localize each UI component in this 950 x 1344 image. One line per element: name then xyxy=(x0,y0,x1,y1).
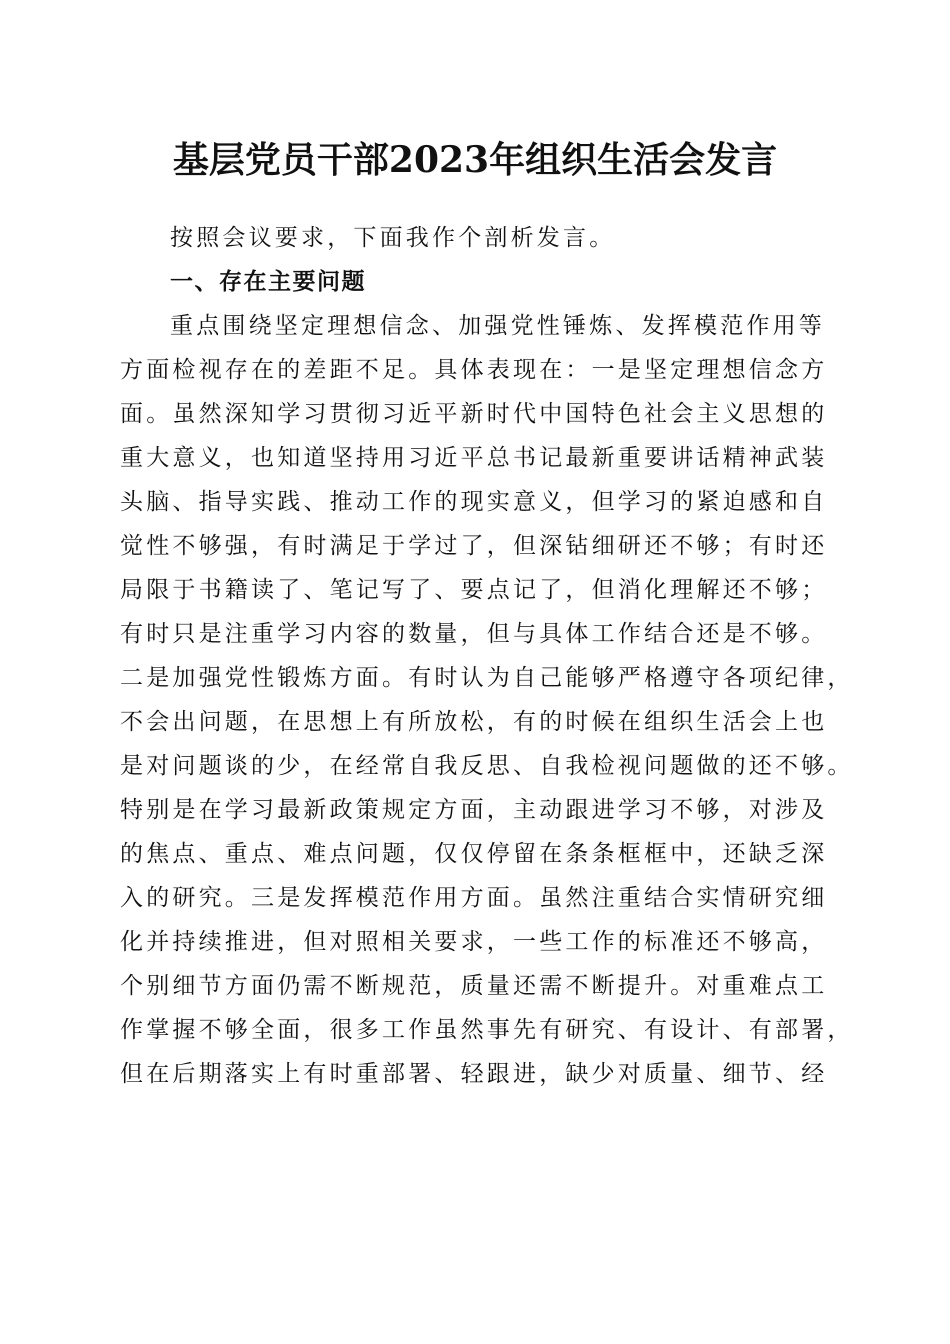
paragraph-line: 化并持续推进，但对照相关要求，一些工作的标准还不够高， xyxy=(120,929,828,955)
paragraph-line: 作掌握不够全面，很多工作虽然事先有研究、有设计、有部署， xyxy=(120,1017,854,1043)
document-body xyxy=(120,216,854,1096)
paragraph-line: 是对问题谈的少，在经常自我反思、自我检视问题做的还不够。 xyxy=(120,753,854,779)
paragraph-line: 有时只是注重学习内容的数量，但与具体工作结合还是不够。 xyxy=(120,621,828,647)
paragraph-line: 方面检视存在的差距不足。具体表现在：一是坚定理想信念方 xyxy=(120,357,828,383)
paragraph-line: 觉性不够强，有时满足于学过了，但深钻细研还不够；有时还 xyxy=(120,533,828,559)
paragraph-line: 的焦点、重点、难点问题，仅仅停留在条条框框中，还缺乏深 xyxy=(120,841,828,867)
paragraph-line: 面。虽然深知学习贯彻习近平新时代中国特色社会主义思想的 xyxy=(120,401,828,427)
document-title: 基层党员干部2023年组织生活会发言 xyxy=(172,139,778,181)
paragraph-line: 特别是在学习最新政策规定方面，主动跟进学习不够，对涉及 xyxy=(120,797,828,823)
paragraph-line: 但在后期落实上有时重部署、轻跟进，缺少对质量、细节、经 xyxy=(120,1061,828,1087)
paragraph-line: 入的研究。三是发挥模范作用方面。虽然注重结合实情研究细 xyxy=(120,885,828,911)
section-heading: 一、存在主要问题 xyxy=(170,269,366,295)
paragraph-line: 不会出问题，在思想上有所放松，有的时候在组织生活会上也 xyxy=(120,709,828,735)
paragraph-line: 重点围绕坚定理想信念、加强党性锤炼、发挥模范作用等 xyxy=(170,313,825,339)
paragraph-line: 个别细节方面仍需不断规范，质量还需不断提升。对重难点工 xyxy=(120,973,828,999)
paragraph-line: 重大意义，也知道坚持用习近平总书记最新重要讲话精神武装 xyxy=(120,445,828,471)
paragraph-line: 局限于书籍读了、笔记写了、要点记了，但消化理解还不够； xyxy=(120,577,828,603)
paragraph-line: 头脑、指导实践、推动工作的现实意义，但学习的紧迫感和自 xyxy=(120,489,828,515)
intro-line: 按照会议要求，下面我作个剖析发言。 xyxy=(170,225,616,251)
paragraph-line: 二是加强党性锻炼方面。有时认为自己能够严格遵守各项纪律， xyxy=(120,665,854,691)
